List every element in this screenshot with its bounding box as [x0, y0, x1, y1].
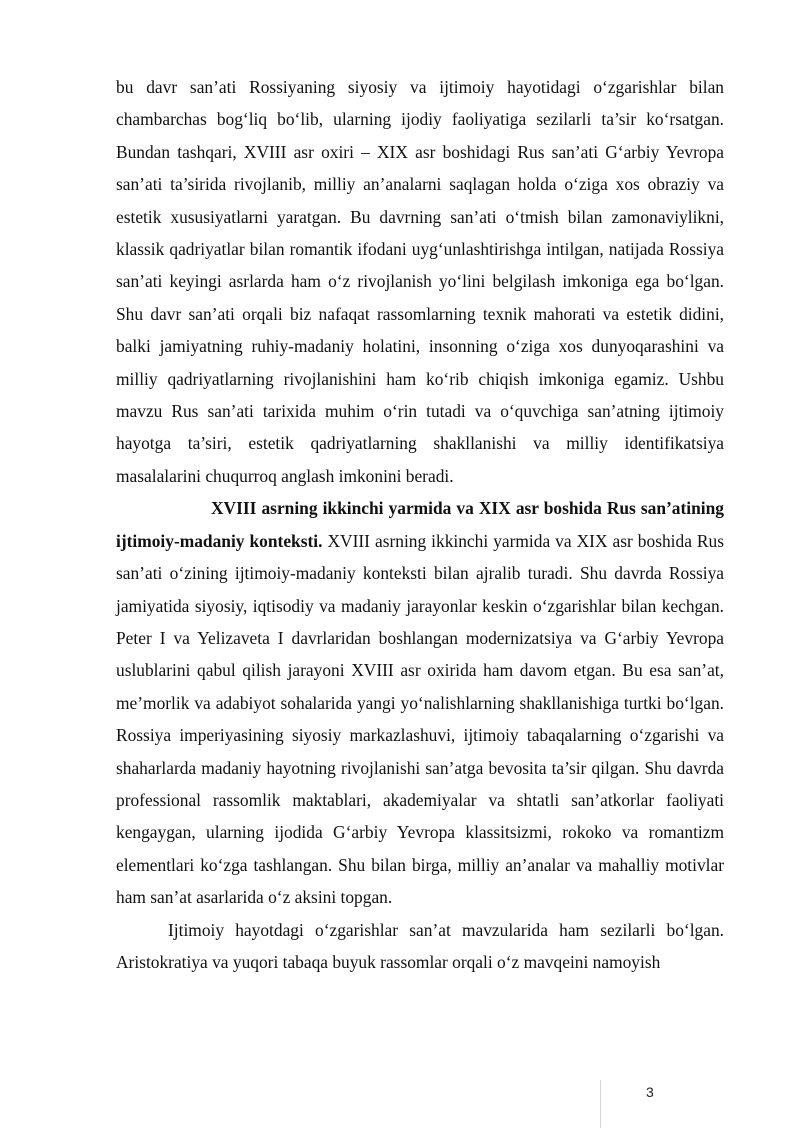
body-paragraph-continued: Ijtimoiy hayotdagi o‘zgarishlar san’at mavzularida ham sezilarli bo‘lgan. Aristokratiya va yuqori tabaqa buyuk rassomlar orqali o‘z mavqeini namoyish	[116, 919, 724, 972]
section-paragraph	[116, 492, 724, 913]
document-page	[116, 71, 724, 978]
section-body-text: XVIII asrning ikkinchi yarmida va XIX asr boshida Rus san’ati o‘zining ijtimoiy-madaniy konteksti bilan ajralib turadi. Shu davrda Rossiya jamiyatida siyosiy, iqtisodiy va madaniy jarayonlar keskin o‘zgarishlar bilan kechgan. Peter I va Yelizaveta I davrlaridan boshlangan modernizatsiya va G‘arbiy Yevropa uslublarini qabul qilish jarayoni XVIII asr oxirida ham davom etgan. Bu esa san’at, me’morlik va adabiyot sohalarida yangi yo‘nalishlarning shakllanishiga turtki bo‘lgan. Rossiya imperiyasining siyosiy markazlashuvi, ijtimoiy tabaqalarning o‘zgarishi va shaharlarda madaniy hayotning rivojlanishi san’atga bevosita ta’sir qilgan. Shu davrda professional rassomlik maktablari, akademiyalar va shtatli san’atkorlar faoliyati kengaygan, ularning ijodida G‘arbiy Yevropa klassitsizmi, rokoko va romantizm elementlari ko‘zga tashlangan. Shu bilan birga, milliy an’analar va mahalliy motivlar ham san’at asarlarida o‘z aksini topgan.	[116, 530, 724, 908]
section-heading: XVIII asrning ikkinchi yarmida va XIX asr boshida Rus san’atining ijtimoiy-madaniy konteksti.	[116, 498, 724, 551]
body-paragraph-intro: bu davr san’ati Rossiyaning siyosiy va ijtimoiy hayotidagi o‘zgarishlar bilan chambarchas bog‘liq bo‘lib, ularning ijodiy faoliyatiga sezilarli ta’sir ko‘rsatgan. Bundan tashqari, XVIII asr oxiri – XIX asr boshidagi Rus san’ati G‘arbiy Yevropa san’ati ta’sirida rivojlanib, milliy an’analarni saqlagan holda o‘ziga xos obraziy va estetik xususiyatlarni yaratgan. Bu davrning san’ati o‘tmish bilan zamonaviylikni, klassik qadriyatlar bilan romantik ifodani uyg‘unlashtirishga intilgan, natijada Rossiya san’ati keyingi asrlarda ham o‘z rivojlanish yo‘lini belgilash imkoniga ega bo‘lgan. Shu davr san’ati orqali biz nafaqat rassomlarning texnik mahorati va estetik didini, balki jamiyatning ruhiy-madaniy holatini, insonning o‘ziga xos dunyoqarashini va milliy qadriyatlarning rivojlanishini ham ko‘rib chiqish imkoniga egamiz. Ushbu mavzu Rus san’ati tarixida muhim o‘rin tutadi va o‘quvchiga san’atning ijtimoiy hayotga ta’siri, estetik qadriyatlarning shakllanishi va milliy identifikatsiya masalalarini chuqurroq anglash imkonini beradi.	[116, 77, 724, 486]
page-number-divider	[600, 1080, 601, 1128]
page-number: 3	[646, 1084, 654, 1100]
